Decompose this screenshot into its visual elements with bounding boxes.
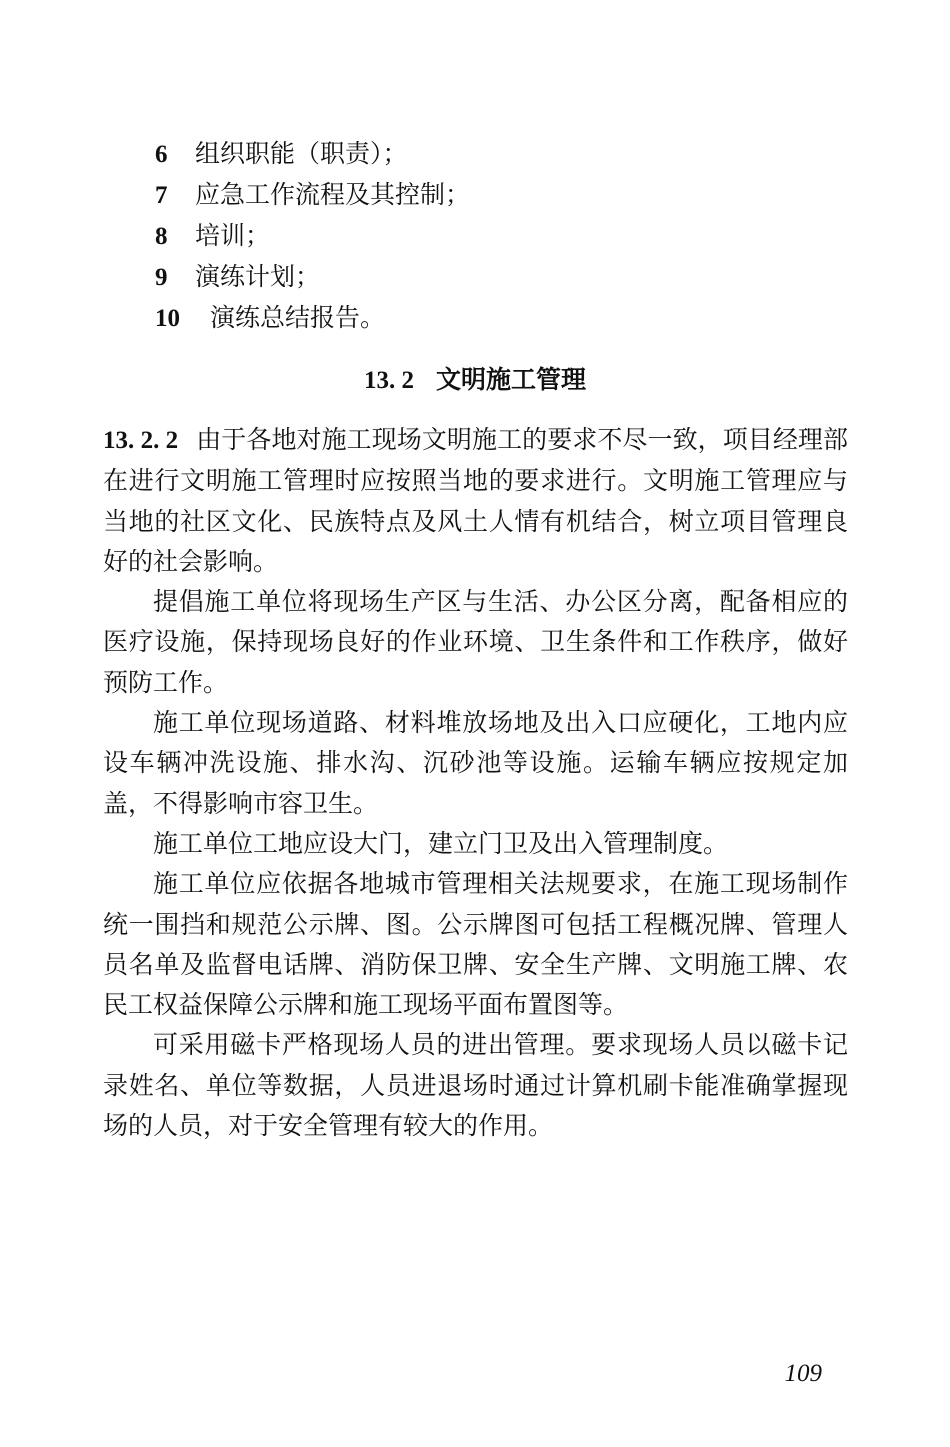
list-item-text: 组织职能（职责）； [195,139,408,168]
clause-number: 13. 2. 2 [103,427,179,454]
list-item [155,297,855,338]
page-number: 109 [784,1360,822,1387]
list-item [155,256,855,297]
list-item [155,215,855,256]
paragraph-text: 由于各地对施工现场文明施工的要求不尽一致，项目经理部在进行文明施工管理时应按照当地的要求进行。文明施工管理应与当地的社区文化、民族特点及风土人情有机结合，树立项目管理良好的社会影响。 [103,425,849,576]
list-item-number: 8 [155,223,168,250]
list-item-text: 培训； [195,221,271,250]
list-item-number: 6 [155,141,168,168]
list-item-number: 7 [155,182,168,209]
list-item-text: 演练计划； [195,262,321,291]
list-item-number: 9 [155,264,168,291]
section-body [103,420,848,1146]
paragraph: 施工单位工地应设大门，建立门卫及出入管理制度。 [153,828,729,858]
paragraph: 提倡施工单位将现场生产区与生活、办公区分离，配备相应的医疗设施，保持现场良好的作业环境、卫生条件和工作秩序，做好预防工作。 [103,587,848,697]
section-number: 13. 2 [363,367,414,394]
paragraph: 施工单位现场道路、材料堆放场地及出入口应硬化，工地内应设车辆冲洗设施、排水沟、沉砂池等设施。运输车辆应按规定加盖，不得影响市容卫生。 [103,708,848,818]
paragraph: 施工单位应依据各地城市管理相关法规要求，在施工现场制作统一围挡和规范公示牌、图。公示牌图可包括工程概况牌、管理人员名单及监督电话牌、消防保卫牌、安全生产牌、文明施工牌、农民工权益保障公示牌和施工现场平面布置图等。 [103,869,848,1020]
paragraph: 可采用磁卡严格现场人员的进出管理。要求现场人员以磁卡记录姓名、单位等数据，人员进退场时通过计算机刷卡能准确掌握现场的人员，对于安全管理有较大的作用。 [103,1030,848,1141]
list-item-number: 10 [155,305,180,332]
list-item-text: 应急工作流程及其控制； [195,180,471,209]
list-item-text: 演练总结报告。 [210,303,386,332]
numbered-list [155,133,855,338]
list-item [155,174,855,215]
section-heading [0,358,950,402]
section-title: 文明施工管理 [435,365,586,394]
clause-paragraph [103,420,848,582]
list-item [155,133,855,174]
